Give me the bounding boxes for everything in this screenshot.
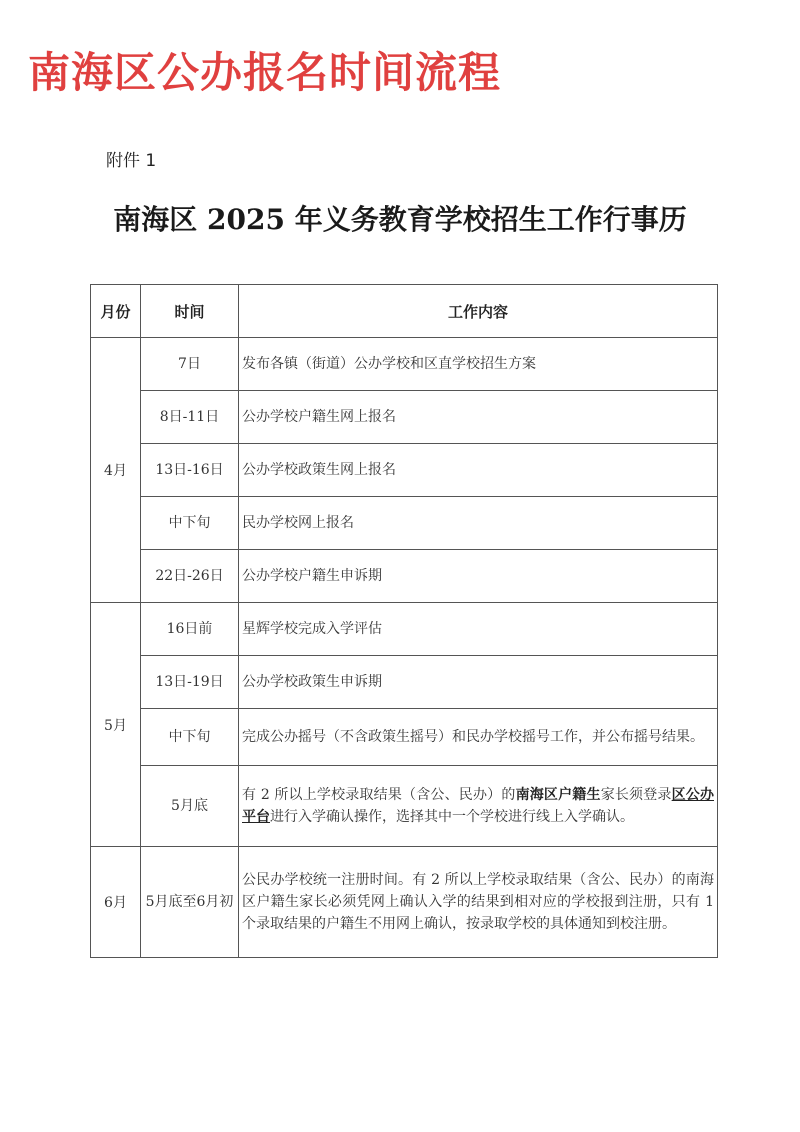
work-cell: 公办学校政策生申诉期 — [239, 656, 718, 709]
work-cell: 公办学校户籍生网上报名 — [239, 391, 718, 444]
time-cell: 13日-16日 — [141, 444, 239, 497]
month-cell-june: 6月 — [91, 847, 141, 958]
header-time: 时间 — [141, 285, 239, 338]
table-row — [91, 550, 718, 603]
time-cell: 7日 — [141, 338, 239, 391]
work-cell: 民办学校网上报名 — [239, 497, 718, 550]
time-cell: 中下旬 — [141, 709, 239, 766]
table-header-row — [91, 285, 718, 338]
time-cell: 5月底 — [141, 766, 239, 847]
table-row — [91, 497, 718, 550]
work-cell: 公办学校户籍生申诉期 — [239, 550, 718, 603]
attachment-label: 附件 1 — [106, 151, 157, 171]
month-cell-april: 4月 — [91, 338, 141, 603]
work-cell: 发布各镇（街道）公办学校和区直学校招生方案 — [239, 338, 718, 391]
time-cell: 中下旬 — [141, 497, 239, 550]
time-cell: 22日-26日 — [141, 550, 239, 603]
table-row — [91, 338, 718, 391]
table-row — [91, 709, 718, 766]
document-title: 南海区 2025 年义务教育学校招生工作行事历 — [113, 203, 687, 236]
header-work-content: 工作内容 — [239, 285, 718, 338]
table-row — [91, 391, 718, 444]
work-cell: 公办学校政策生网上报名 — [239, 444, 718, 497]
time-cell: 16日前 — [141, 603, 239, 656]
work-text: 进行入学确认操作，选择其中一个学校进行线上入学确认。 — [270, 809, 634, 825]
time-cell: 5月底至6月初 — [141, 847, 239, 958]
work-text: 有 2 所以上学校录取结果（含公、民办）的 — [242, 787, 516, 803]
table-row — [91, 847, 718, 958]
table-row — [91, 656, 718, 709]
work-cell: 完成公办摇号（不含政策生摇号）和民办学校摇号工作，并公布摇号结果。 — [239, 709, 718, 766]
district-platform-link[interactable]: 区公办平台 — [242, 787, 714, 825]
time-cell: 8日-11日 — [141, 391, 239, 444]
table-row — [91, 444, 718, 497]
table-row — [91, 603, 718, 656]
work-cell — [239, 766, 718, 847]
table-row — [91, 766, 718, 847]
time-cell: 13日-19日 — [141, 656, 239, 709]
header-month: 月份 — [91, 285, 141, 338]
work-cell: 公民办学校统一注册时间。有 2 所以上学校录取结果（含公、民办）的南海区户籍生家长必须凭网上确认入学的结果到相对应的学校报到注册，只有 1 个录取结果的户籍生不用网上确认，按录取学校的具体通知到校注册。 — [239, 847, 718, 958]
banner-title: 南海区公办报名时间流程 — [28, 48, 502, 97]
highlight-local-hukou: 南海区户籍生 — [515, 787, 601, 803]
work-text: 家长须登录 — [600, 787, 672, 803]
month-cell-may: 5月 — [91, 603, 141, 847]
enrollment-calendar-table — [90, 284, 718, 958]
work-cell: 星辉学校完成入学评估 — [239, 603, 718, 656]
